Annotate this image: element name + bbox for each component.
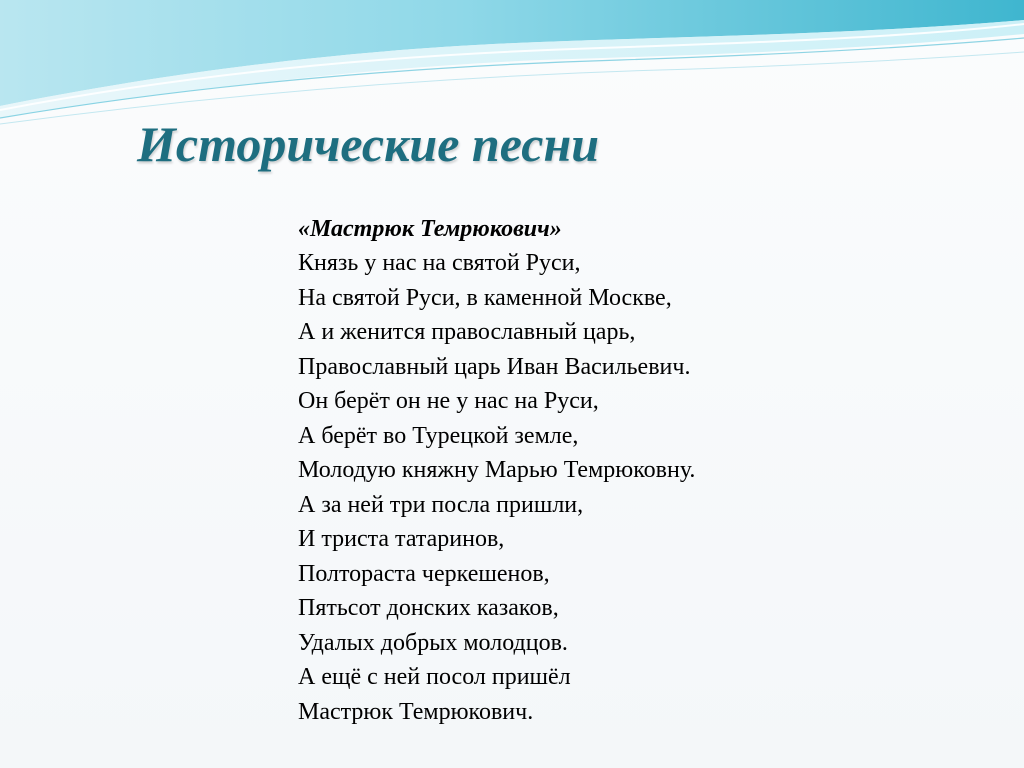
poem-lines bbox=[298, 246, 998, 729]
poem-line: Удалых добрых молодцов. bbox=[298, 629, 568, 656]
poem-line: Князь у нас на святой Руси, bbox=[298, 250, 581, 276]
poem-line: Мастрюк Темрюкович. bbox=[298, 698, 534, 725]
poem-line: А за ней три посла пришли, bbox=[298, 491, 584, 518]
poem-line: А и женится православный царь, bbox=[298, 319, 636, 345]
poem-line: Пятьсот донских казаков, bbox=[298, 595, 559, 621]
poem-line: А берёт во Турецкой земле, bbox=[298, 422, 579, 449]
poem-line: Православный царь Иван Васильевич. bbox=[298, 353, 691, 380]
poem-line: И триста татаринов, bbox=[298, 526, 505, 552]
poem-line: На святой Руси, в каменной Москве, bbox=[298, 284, 672, 311]
poem-line: Молодую княжну Марью Темрюковну. bbox=[298, 457, 696, 483]
wave-header-decoration bbox=[0, 0, 1024, 130]
poem-line: А ещё с ней посол пришёл bbox=[298, 664, 571, 690]
slide-title: Исторические песни bbox=[137, 116, 600, 172]
poem-title: «Мастрюк Темрюкович» bbox=[298, 216, 562, 242]
poem-line: Полтораста черкешенов, bbox=[298, 560, 550, 587]
poem-block bbox=[298, 212, 998, 729]
poem-line: Он берёт он не у нас на Руси, bbox=[298, 388, 599, 414]
